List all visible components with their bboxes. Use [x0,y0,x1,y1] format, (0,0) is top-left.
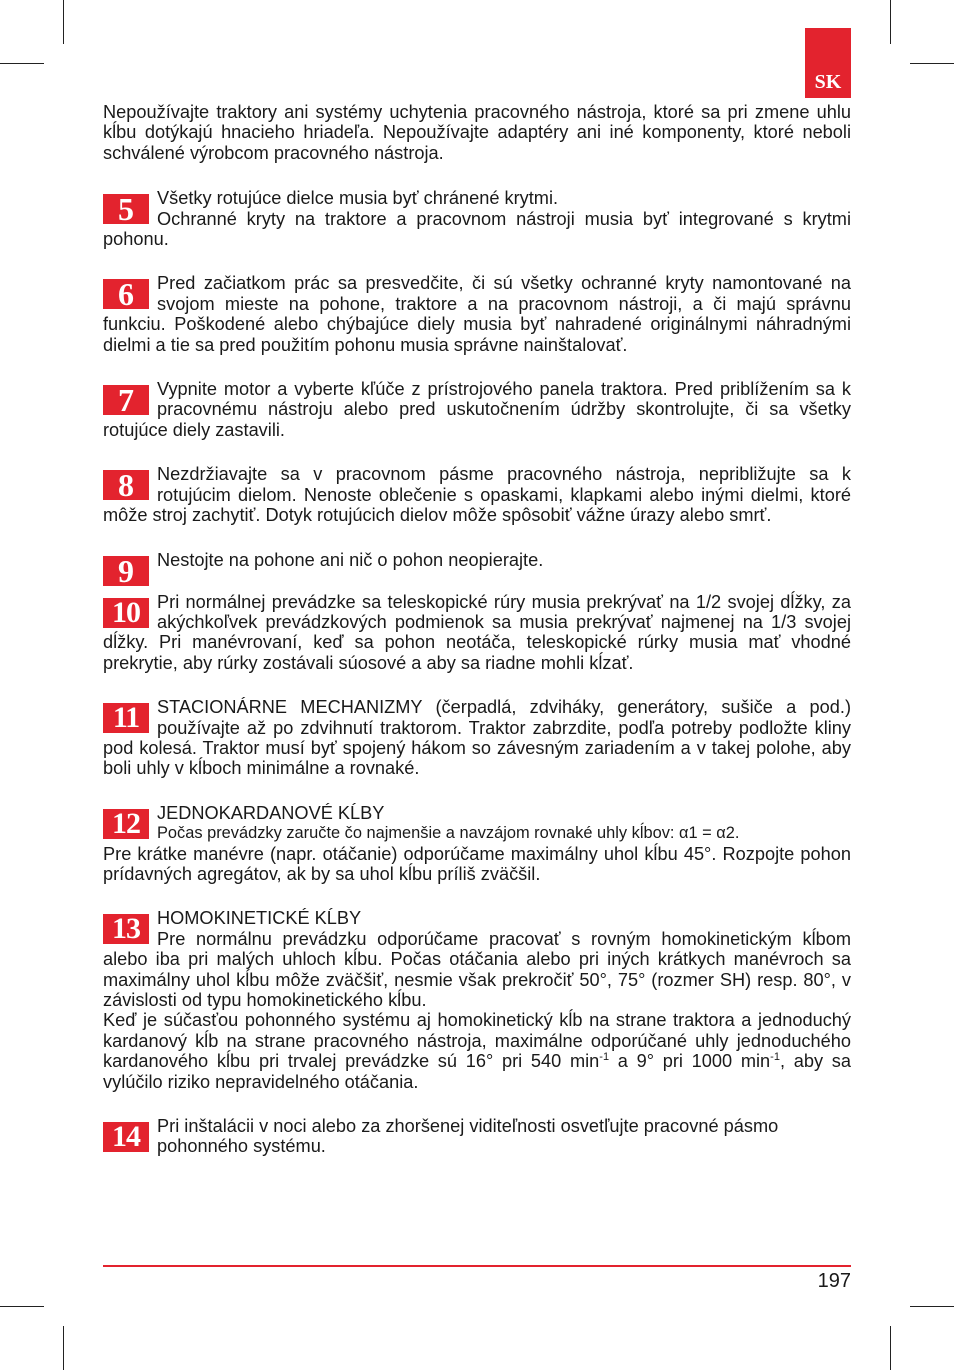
language-code: SK [814,71,842,93]
safety-item-7 [103,379,851,440]
item-number-badge: 10 [103,598,149,628]
safety-item-12 [103,803,851,885]
item-text: Pre normálnu prevádzku odporúčame pracovať s rovným homokinetickým kĺbom alebo iba pri malých uhloch kĺbu. Počas otáčania alebo pri iných krátkych manévroch sa maximálny uhol kĺbu môže zväčšiť, nesmie však prekročiť 50°, 75° (rozmer SH) resp. 80°, v závislosti od typu homokinetického kĺbu. [103,928,851,1010]
safety-item-6 [103,273,851,355]
crop-mark [910,1306,954,1307]
superscript: -1 [770,1051,780,1064]
safety-item-9 [103,549,851,589]
crop-mark [63,1326,64,1370]
crop-mark [890,0,891,44]
safety-item-8 [103,464,851,525]
item-text: Počas prevádzky zaručte čo najmenšie a navzájom rovnaké uhly kĺbov: α1 = α2. [157,824,740,843]
item-number-badge: 13 [103,914,149,944]
item-number-badge: 6 [103,279,149,309]
text-run: Keď je súčasťou pohonného systému aj homokinetický kĺb na strane traktora a jednoduchý kardanový kĺb na strane pracovného nástroja, maximálne odporúčané uhly jednoduchého kardanového kĺbu pri trvalej prevádzke sú 16° pri 540 min [103,1010,851,1072]
intro-paragraph: Nepoužívajte traktory ani systémy uchytenia pracovného nástroja, ktoré sa pri zmene uhlu kĺbu dotýkajú hnacieho hriadeľa. Nepoužívajte adaptéry ani iné komponenty, ktoré neboli schválené výrobcom pracovného nástroja. [103,102,851,163]
crop-mark [0,63,44,64]
item-number-badge: 14 [103,1122,149,1152]
crop-mark [890,1326,891,1370]
crop-mark [0,1306,44,1307]
crop-mark [910,63,954,64]
item-text: Vypnite motor a vyberte kľúče z prístrojového panela traktora. Pred priblížením sa k pracovnému nástroju alebo pred uskutočnením údržby skontrolujte, či sa všetky rotujúce diely zastavili. [103,379,851,440]
superscript: -1 [599,1051,610,1064]
page-content [103,102,851,1181]
section-heading: JEDNOKARDANOVÉ KĹBY [157,802,385,823]
text-run: a 9° pri 1000 min [609,1051,771,1072]
page-number: 197 [817,1270,851,1292]
item-number-badge: 11 [103,703,149,733]
item-text: Pri normálnej prevádzke sa teleskopické rúry musia prekrývať na 1/2 svojej dĺžky, za akýchkoľvek prevádzkových podmienok sa musia prekrývať najmenej na 1/3 svojej dĺžky. Pri manévrovaní, keď sa pohon neotáča, teleskopické rúrky musia mať vhodné prekrytie, aby rúrky zostávali súosové a aby sa riadne mohli kĺzať. [103,591,851,673]
safety-item-13 [103,908,851,1092]
safety-item-14 [103,1116,851,1157]
item-number-badge: 8 [103,470,149,500]
text-run: , aby sa vylúčilo riziko nepravidelného otáčania. [103,1051,851,1092]
item-number-badge: 12 [103,809,149,839]
item-number-badge: 7 [103,385,149,415]
item-text: STACIONÁRNE MECHANIZMY (čerpadlá, zdviháky, generátory, sušiče a pod.) používajte až po zdvihnutí traktorom. Traktor zabrzdite, podľa potreby podložte kliny pod kolesá. Traktor musí byť spojený hákom so závesným zariadením a v takej polohe, aby boli uhly v kĺboch minimálne a rovnaké. [103,697,851,779]
footer-divider [103,1265,851,1267]
item-text: Pri inštalácii v noci alebo za zhoršenej viditeľnosti osvetľujte pracovné pásmo pohonného systému. [157,1116,779,1157]
item-number-badge: 9 [103,556,149,586]
item-text: Všetky rotujúce dielce musia byť chránené krytmi. [157,188,559,209]
item-text: Nestojte na pohone ani nič o pohon neopierajte. [157,549,544,570]
safety-item-10 [103,592,851,674]
item-text: Pred začiatkom prác sa presvedčite, či sú všetky ochranné kryty namontované na svojom mieste na pohone, traktore a na pracovnom nástroji, a či majú správnu funkciu. Poškodené alebo chýbajúce diely musia byť nahradené originálnymi náhradnými dielmi a tie sa pred použitím pohonu musia správne nainštalovať. [103,273,851,355]
section-heading: HOMOKINETICKÉ KĹBY [157,908,362,929]
safety-item-5 [103,188,851,249]
item-number-badge: 5 [103,194,149,224]
item-text: Pre krátke manévre (napr. otáčanie) odporúčame maximálny uhol kĺbu 45°. Rozpojte pohon prídavných agregátov, ak by sa uhol kĺbu príliš zväčšil. [103,843,851,884]
safety-item-11 [103,697,851,779]
crop-mark [63,0,64,44]
item-text: Ochranné kryty na traktore a pracovnom nástroji musia byť integrované s krytmi pohonu. [103,208,851,250]
language-tab [805,28,851,98]
item-text [103,1010,851,1092]
item-text: Nezdržiavajte sa v pracovnom pásme pracovného nástroja, nepribližujte sa k rotujúcim dielom. Nenoste oblečenie s opaskami, klapkami alebo inými dielmi, ktoré môže stroj zachytiť. Dotyk rotujúcich dielov môže spôsobiť vážne úrazy alebo smrť. [103,464,851,526]
